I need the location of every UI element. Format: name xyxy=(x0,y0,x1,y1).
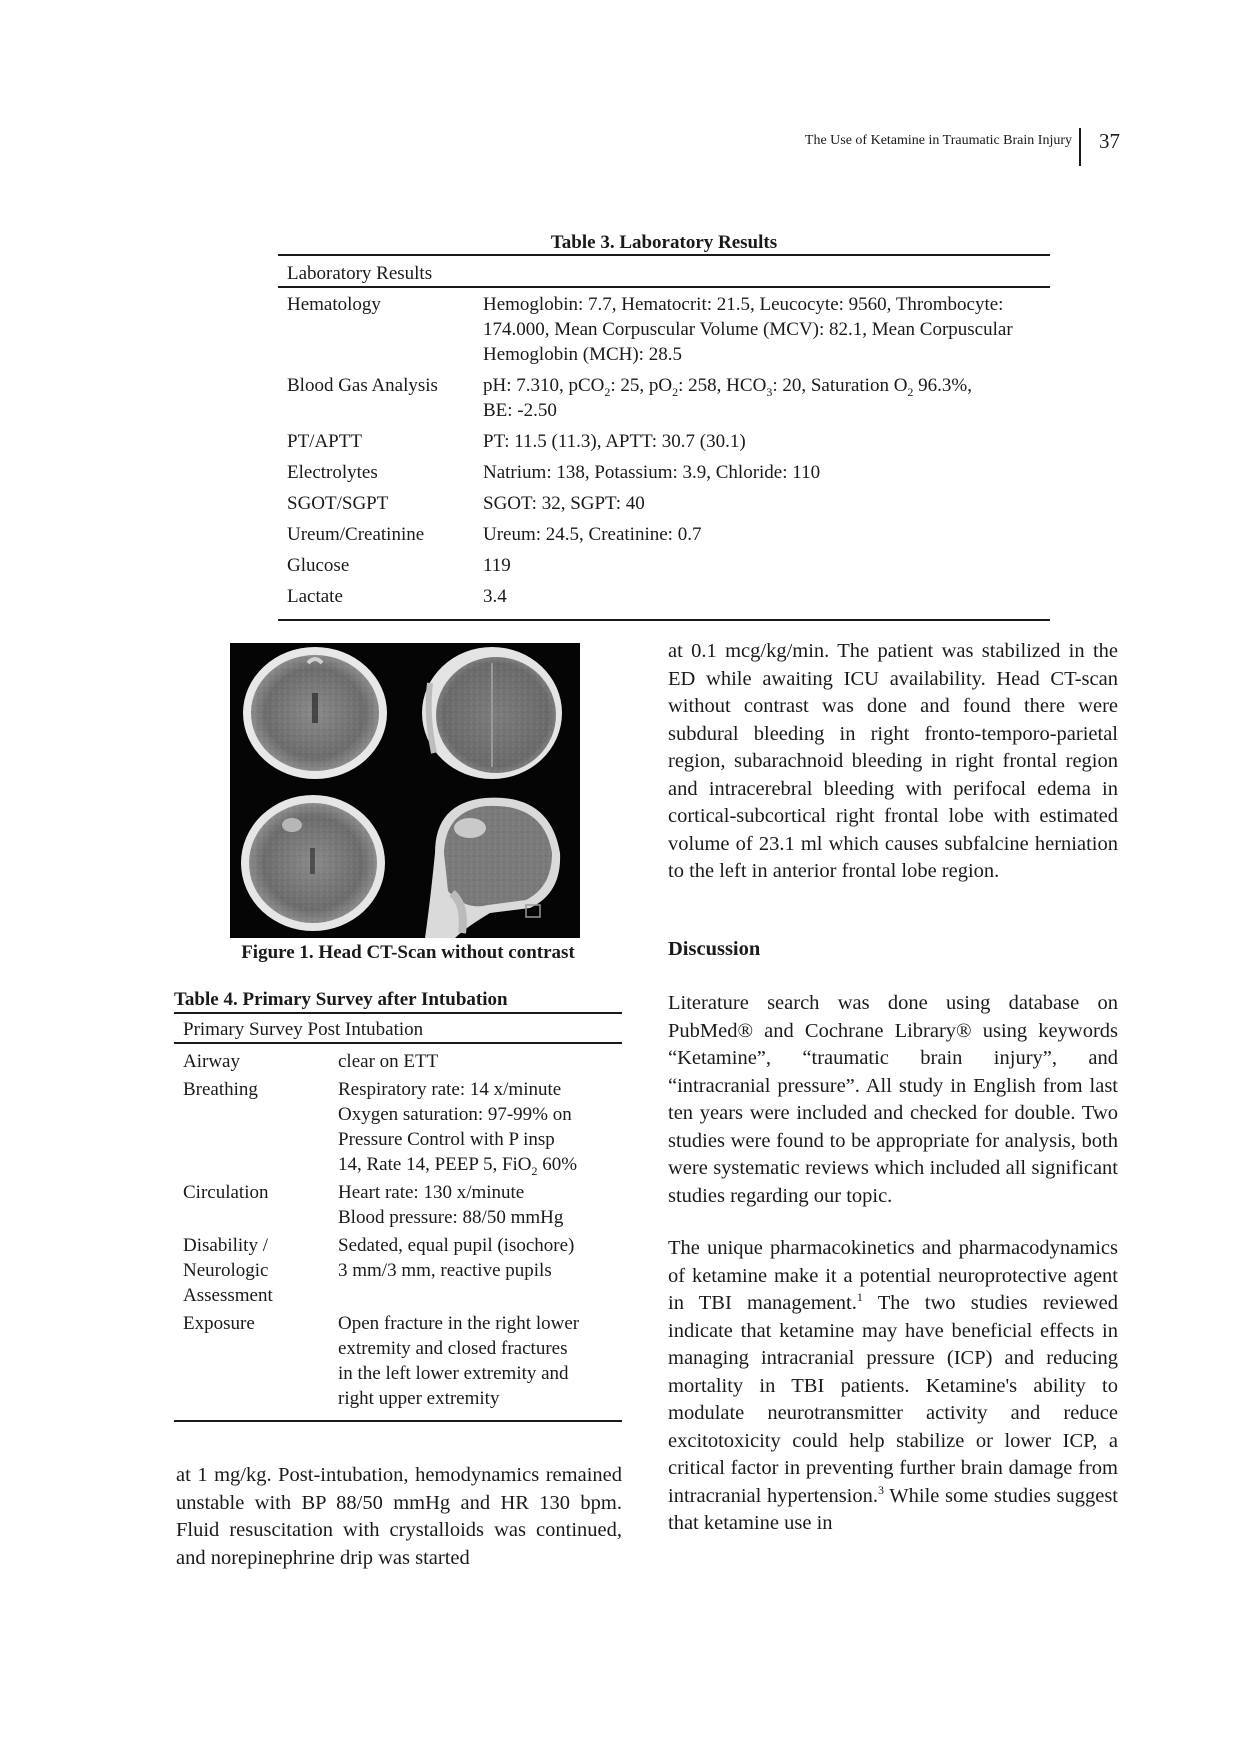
row-label: PT/APTT xyxy=(287,431,362,452)
citation-ref: 1 xyxy=(856,1290,863,1305)
row-value: PT: 11.5 (11.3), APTT: 30.7 (30.1) xyxy=(483,431,746,452)
row-value: Ureum: 24.5, Creatinine: 0.7 xyxy=(483,524,702,545)
table-row xyxy=(278,429,1050,460)
table-3-column-header: Laboratory Results xyxy=(287,263,433,284)
page-number: 37 xyxy=(1099,129,1120,153)
ct-scan-figure xyxy=(230,643,580,938)
row-label: SGOT/SGPT xyxy=(287,493,389,514)
citation-ref: 3 xyxy=(878,1482,884,1497)
ct-axial-upper-left xyxy=(243,647,387,779)
running-title: The Use of Ketamine in Traumatic Brain Injury xyxy=(804,133,1072,148)
row-value: 3.4 xyxy=(483,586,507,607)
ct-axial-lower-left xyxy=(241,795,385,931)
body-paragraph-right-3: The unique pharmacokinetics and pharmacodynamics of ketamine make it a potential neuroprotective agent in TBI management.$^1$ The two studies reviewed indicate that ketamine may have beneficial effects in managing intracranial pressure (ICP) and reducing mortality in TBI patients. Ketamine's ability to modulate neurotransmitter activity and reduce excitotoxicity could help stabilize or lower ICP, a critical factor in preventing further brain damage from intracranial hypertension.$^3$ While some studies suggest that ketamine use in xyxy=(668,1237,1118,1534)
row-value: Natrium: 138, Potassium: 3.9, Chloride: 110 xyxy=(483,462,821,483)
body-paragraph-right-1: at 0.1 mcg/kg/min. The patient was stabilized in the ED while awaiting ICU availability. Head CT-scan without contrast was done and found there were subdural bleeding in right fronto-temporo-parietal region, subarachnoid bleeding in right frontal region and intracerebral bleeding with perifocal edema in cortical-subcortical right frontal lobe with estimated volume of 23.1 ml which causes subfalcine herniation to the left in anterior frontal lobe region. xyxy=(668,640,1118,882)
figure-1-caption: Figure 1. Head CT-Scan without contrast xyxy=(241,942,575,963)
row-label: Circulation xyxy=(183,1182,269,1203)
table-row xyxy=(278,584,1050,615)
row-label: Ureum/Creatinine xyxy=(287,524,425,545)
row-label: Airway xyxy=(183,1051,240,1072)
table-row xyxy=(174,1311,622,1414)
row-value: SGOT: 32, SGPT: 40 xyxy=(483,493,645,514)
table-row xyxy=(278,553,1050,584)
row-value: Open fracture in the right lower extremity and closed fractures in the left lower extremity and right upper extremity xyxy=(338,1313,580,1409)
table-3-caption: Table 3. Laboratory Results xyxy=(550,232,778,253)
row-value: Hemoglobin: 7.7, Hematocrit: 21.5, Leucocyte: 9560, Thrombocyte: 174.000, Mean Corpuscular Volume (MCV): 82.1, Mean Corpuscular Hemoglobin (MCH): 28.5 xyxy=(483,294,1013,365)
row-label: Hematology xyxy=(287,294,381,315)
table-row xyxy=(174,1233,622,1311)
table-row xyxy=(278,460,1050,491)
row-label: Blood Gas Analysis xyxy=(287,375,438,396)
row-label: Exposure xyxy=(183,1313,255,1334)
row-value: Sedated, equal pupil (isochore) 3 mm/3 mm, reactive pupils xyxy=(338,1235,575,1281)
ct-axial-upper-right xyxy=(422,647,562,779)
body-paragraph-left: at 1 mg/kg. Post-intubation, hemodynamics remained unstable with BP 88/50 mmHg and HR 130 bpm. Fluid resuscitation with crystalloids was continued, and norepinephrine drip was started xyxy=(176,1464,622,1569)
table-3 xyxy=(278,232,1050,621)
body-paragraph-right-2: Literature search was done using database on PubMed® and Cochrane Library® using keywords “Ketamine”, “traumatic brain injury”, and “intracranial pressure”. All study in English from last ten years were included and checked for double. Two studies were found to be appropriate for analysis, both were systematic reviews which included all significant studies regarding our topic. xyxy=(668,992,1118,1207)
row-label: Breathing xyxy=(183,1079,258,1100)
row-label: Glucose xyxy=(287,555,350,576)
row-label: Disability / Neurologic Assessment xyxy=(183,1235,273,1306)
table-row xyxy=(278,522,1050,553)
row-value: pH: 7.310, pCO$_2$: 25, $pO_2$: 258, $HCO_3$: 20, Saturation $O_2$ 96.3%, BE: -2.50 xyxy=(483,375,972,421)
table-3-bottom-rule xyxy=(278,619,1050,621)
table-4-caption: Table 4. Primary Survey after Intubation xyxy=(174,989,508,1010)
table-row xyxy=(174,1077,622,1180)
table-4-body xyxy=(174,1044,622,1420)
table-4 xyxy=(174,988,622,1422)
header-divider xyxy=(1079,128,1081,166)
row-label: Lactate xyxy=(287,586,343,607)
table-3-body xyxy=(278,288,1050,619)
table-row xyxy=(278,292,1050,373)
discussion-heading: Discussion xyxy=(668,938,761,960)
table-row xyxy=(174,1049,622,1077)
row-value: 119 xyxy=(483,555,511,576)
row-value: Respiratory rate: 14 x/minute Oxygen saturation: 97-99% on Pressure Control with P insp 14, Rate 14, PEEP 5, FiO$_2$ 60% xyxy=(338,1079,578,1178)
row-value: Heart rate: 130 x/minute Blood pressure: 88/50 mmHg xyxy=(338,1182,564,1228)
table-4-bottom-rule xyxy=(174,1420,622,1422)
table-4-column-header: Primary Survey Post Intubation xyxy=(183,1019,424,1040)
ct-sagittal-lower-right xyxy=(425,798,560,938)
table-row xyxy=(278,491,1050,522)
table-row xyxy=(278,373,1050,429)
row-value: clear on ETT xyxy=(338,1051,439,1072)
table-row xyxy=(174,1180,622,1233)
row-label: Electrolytes xyxy=(287,462,378,483)
